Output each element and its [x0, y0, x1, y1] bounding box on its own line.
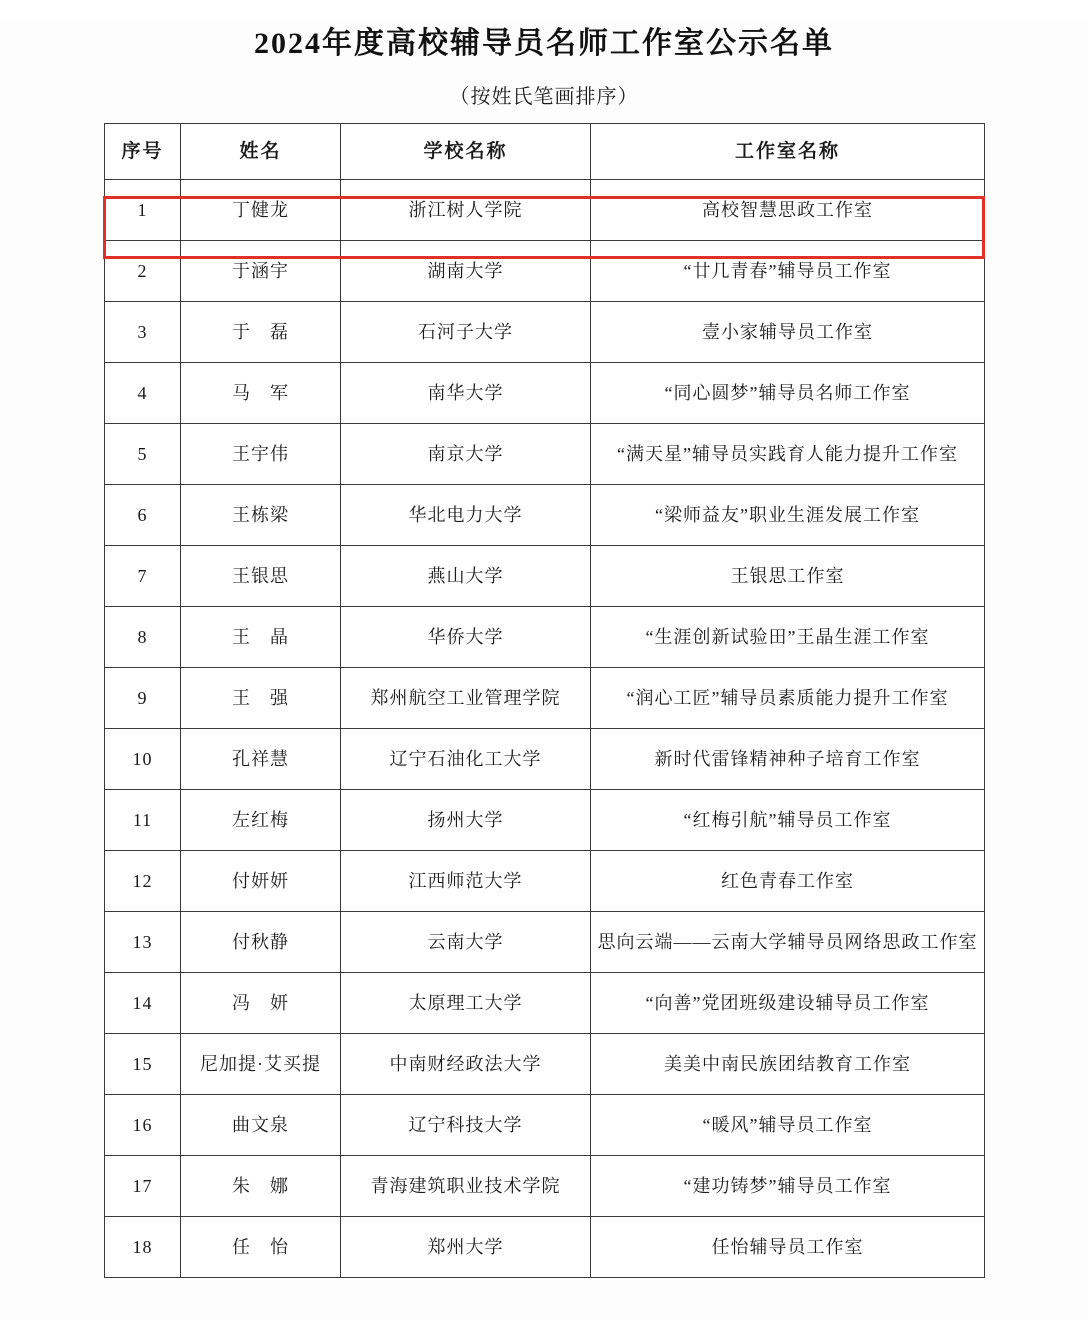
cell-name: 朱 娜 — [181, 1156, 341, 1217]
cell-name: 于涵宇 — [181, 241, 341, 302]
cell-studio: 红色青春工作室 — [591, 851, 985, 912]
cell-name: 马 军 — [181, 363, 341, 424]
document-page — [0, 18, 1088, 1320]
table-row — [105, 302, 985, 363]
cell-name: 任 怡 — [181, 1217, 341, 1278]
cell-studio: “暖风”辅导员工作室 — [591, 1095, 985, 1156]
cell-school: 辽宁科技大学 — [341, 1095, 591, 1156]
cell-school: 太原理工大学 — [341, 973, 591, 1034]
cell-index: 13 — [105, 912, 181, 973]
cell-studio: 高校智慧思政工作室 — [591, 180, 985, 241]
cell-school: 浙江树人学院 — [341, 180, 591, 241]
column-header-name: 姓名 — [181, 124, 341, 180]
cell-school: 扬州大学 — [341, 790, 591, 851]
cell-studio: “向善”党团班级建设辅导员工作室 — [591, 973, 985, 1034]
table-row — [105, 424, 985, 485]
cell-studio: “润心工匠”辅导员素质能力提升工作室 — [591, 668, 985, 729]
cell-school: 燕山大学 — [341, 546, 591, 607]
cell-name: 冯 妍 — [181, 973, 341, 1034]
cell-school: 云南大学 — [341, 912, 591, 973]
table-row — [105, 729, 985, 790]
cell-name: 王 强 — [181, 668, 341, 729]
cell-index: 11 — [105, 790, 181, 851]
name-list-table — [104, 123, 985, 1278]
table-row — [105, 546, 985, 607]
cell-name: 王宇伟 — [181, 424, 341, 485]
cell-studio: 王银思工作室 — [591, 546, 985, 607]
table-row — [105, 607, 985, 668]
cell-index: 5 — [105, 424, 181, 485]
table-row — [105, 973, 985, 1034]
cell-studio: “同心圆梦”辅导员名师工作室 — [591, 363, 985, 424]
table-row — [105, 1095, 985, 1156]
cell-index: 3 — [105, 302, 181, 363]
table-row — [105, 1034, 985, 1095]
table-body — [105, 180, 985, 1278]
cell-index: 4 — [105, 363, 181, 424]
cell-studio: 美美中南民族团结教育工作室 — [591, 1034, 985, 1095]
cell-index: 17 — [105, 1156, 181, 1217]
cell-name: 付妍妍 — [181, 851, 341, 912]
table-row — [105, 851, 985, 912]
page-title: 2024年度高校辅导员名师工作室公示名单 — [254, 27, 834, 60]
cell-school: 华北电力大学 — [341, 485, 591, 546]
cell-name: 王银思 — [181, 546, 341, 607]
cell-studio: “满天星”辅导员实践育人能力提升工作室 — [591, 424, 985, 485]
cell-index: 15 — [105, 1034, 181, 1095]
cell-index: 16 — [105, 1095, 181, 1156]
cell-name: 尼加提·艾买提 — [181, 1034, 341, 1095]
table-row — [105, 912, 985, 973]
cell-school: 湖南大学 — [341, 241, 591, 302]
cell-studio: 壹小家辅导员工作室 — [591, 302, 985, 363]
cell-name: 王栋梁 — [181, 485, 341, 546]
page-subtitle: （按姓氏笔画排序） — [449, 86, 639, 108]
cell-school: 青海建筑职业技术学院 — [341, 1156, 591, 1217]
cell-school: 郑州大学 — [341, 1217, 591, 1278]
cell-school: 郑州航空工业管理学院 — [341, 668, 591, 729]
column-header-school: 学校名称 — [341, 124, 591, 180]
cell-name: 孔祥慧 — [181, 729, 341, 790]
cell-index: 12 — [105, 851, 181, 912]
cell-school: 石河子大学 — [341, 302, 591, 363]
table-row — [105, 668, 985, 729]
table-row — [105, 485, 985, 546]
cell-studio: “梁师益友”职业生涯发展工作室 — [591, 485, 985, 546]
cell-studio: 任怡辅导员工作室 — [591, 1217, 985, 1278]
cell-studio: “生涯创新试验田”王晶生涯工作室 — [591, 607, 985, 668]
cell-index: 9 — [105, 668, 181, 729]
table-row — [105, 363, 985, 424]
cell-studio: 新时代雷锋精神种子培育工作室 — [591, 729, 985, 790]
cell-studio: 思向云端——云南大学辅导员网络思政工作室 — [591, 912, 985, 973]
table-header — [105, 124, 985, 180]
table-row — [105, 1217, 985, 1278]
cell-name: 曲文泉 — [181, 1095, 341, 1156]
cell-index: 8 — [105, 607, 181, 668]
table-row — [105, 1156, 985, 1217]
cell-name: 丁健龙 — [181, 180, 341, 241]
cell-studio: “廿几青春”辅导员工作室 — [591, 241, 985, 302]
cell-index: 2 — [105, 241, 181, 302]
cell-name: 于 磊 — [181, 302, 341, 363]
cell-index: 6 — [105, 485, 181, 546]
column-header-studio: 工作室名称 — [591, 124, 985, 180]
cell-school: 南京大学 — [341, 424, 591, 485]
table-row — [105, 790, 985, 851]
cell-index: 1 — [105, 180, 181, 241]
cell-index: 7 — [105, 546, 181, 607]
name-list-table-container — [104, 123, 984, 1278]
cell-school: 中南财经政法大学 — [341, 1034, 591, 1095]
cell-name: 左红梅 — [181, 790, 341, 851]
cell-index: 18 — [105, 1217, 181, 1278]
cell-index: 10 — [105, 729, 181, 790]
table-header-row — [105, 124, 985, 180]
cell-studio: “红梅引航”辅导员工作室 — [591, 790, 985, 851]
table-row — [105, 180, 985, 241]
cell-studio: “建功铸梦”辅导员工作室 — [591, 1156, 985, 1217]
cell-school: 江西师范大学 — [341, 851, 591, 912]
cell-name: 王 晶 — [181, 607, 341, 668]
cell-school: 辽宁石油化工大学 — [341, 729, 591, 790]
cell-index: 14 — [105, 973, 181, 1034]
table-row — [105, 241, 985, 302]
cell-school: 南华大学 — [341, 363, 591, 424]
column-header-index: 序号 — [105, 124, 181, 180]
cell-name: 付秋静 — [181, 912, 341, 973]
cell-school: 华侨大学 — [341, 607, 591, 668]
